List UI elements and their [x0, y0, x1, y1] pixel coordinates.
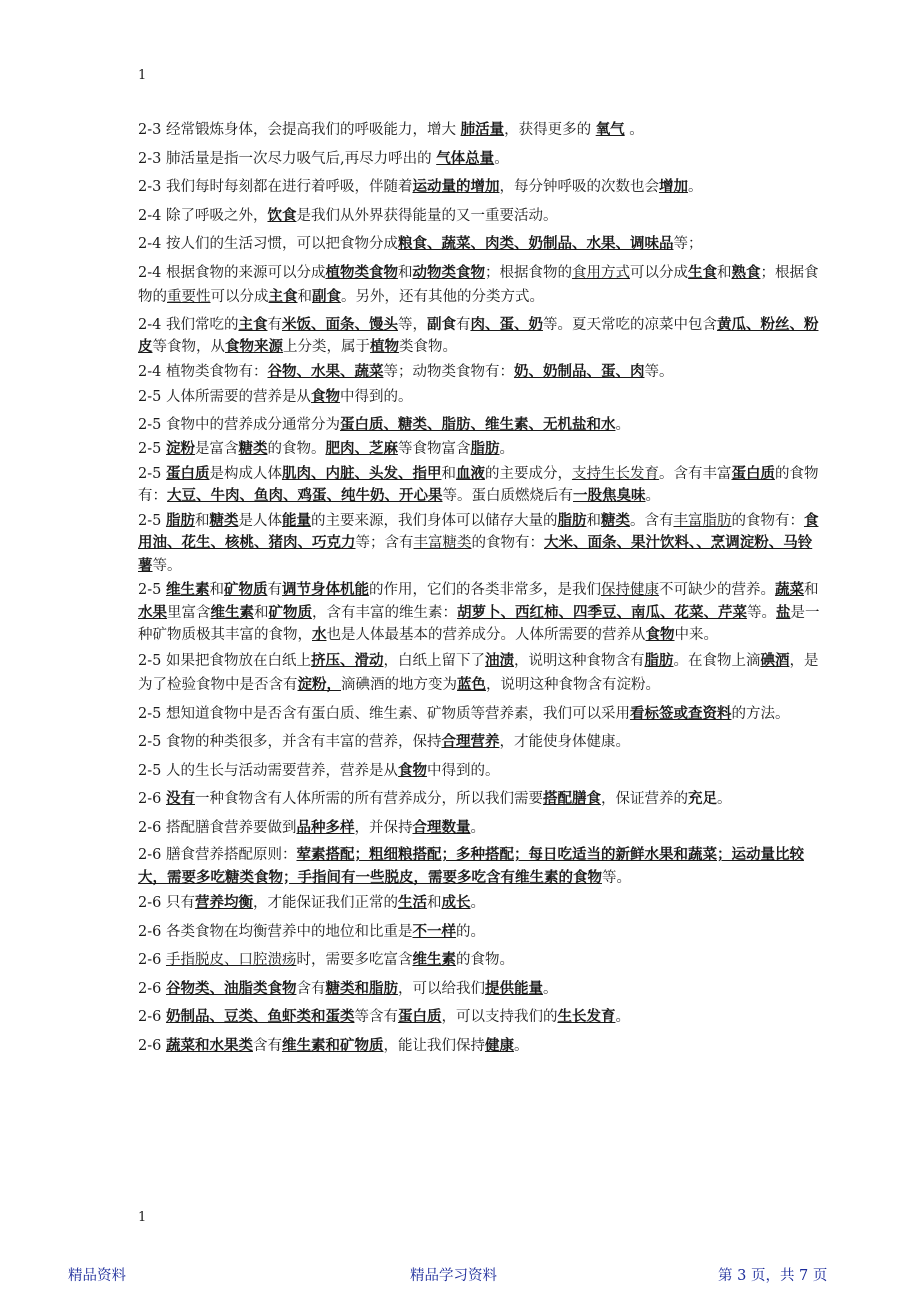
- key-term: 生活: [397, 894, 427, 911]
- key-term: 维生素和矿物质: [281, 1036, 384, 1054]
- key-term: 大豆、牛肉、鱼肉、鸡蛋、纯牛奶、开心果: [167, 487, 443, 504]
- note-paragraph: [138, 730, 824, 755]
- note-paragraph: [138, 147, 824, 172]
- key-term: 增加: [658, 178, 688, 195]
- note-paragraph: [138, 579, 824, 647]
- key-term: 副食: [426, 315, 456, 333]
- key-term: 品种多样: [296, 818, 355, 836]
- note-text: 类食物。: [399, 339, 457, 355]
- note-text: 中得到的。: [339, 389, 413, 405]
- note-text: 是我们从外界获得能量的又一重要活动。: [296, 207, 558, 224]
- note-text: 也是人体最基本的营养成分。人体所需要的营养从: [326, 627, 646, 643]
- key-term: 动物类食物: [412, 263, 485, 281]
- key-term: 成长: [441, 894, 471, 911]
- key-term: 支持生长发育: [571, 465, 659, 482]
- page-number-top: 1: [138, 68, 147, 83]
- note-paragraph: [138, 759, 824, 784]
- note-text: 等食物富含: [397, 441, 471, 457]
- note-text: 和: [441, 465, 456, 482]
- note-text: 等。夏天常吃的凉菜中包含: [542, 316, 717, 333]
- key-term: 脂肪: [644, 651, 674, 669]
- note-paragraph: [138, 977, 824, 1002]
- key-term: 淀粉: [165, 440, 195, 457]
- key-term: 手指脱皮、口腔溃疡: [165, 952, 297, 968]
- key-term: 营养均衡: [194, 894, 253, 911]
- note-text: 2-5 人体所需要的营养是从: [138, 389, 311, 405]
- key-term: 提供能量: [484, 979, 543, 997]
- note-text: 是一种矿物质极其丰富的食物，: [138, 604, 820, 643]
- key-term: 饮食: [267, 206, 297, 224]
- note-text: 2-6 只有: [138, 895, 195, 911]
- note-text: 。在食物上滴: [673, 652, 761, 669]
- note-text: 。: [615, 1009, 630, 1025]
- key-term: 副食: [312, 288, 341, 305]
- note-paragraph: [138, 649, 824, 698]
- note-text: ，白纸上留下了: [383, 652, 485, 669]
- key-term: 脂肪: [557, 511, 587, 529]
- key-term: 食物: [645, 626, 675, 643]
- key-term: 熟食: [731, 263, 761, 281]
- key-term: 食物来源: [225, 338, 283, 355]
- note-paragraph: [138, 438, 824, 461]
- key-term: 碘酒: [760, 651, 790, 669]
- key-term: 谷物、水果、蔬菜: [267, 362, 384, 380]
- key-term: 挤压、滑动: [310, 651, 384, 669]
- key-term: 荤素搭配；粗细粮搭配；多种搭配；每日吃适当的新鲜水果和蔬菜；运动量比较大，需要多吃糖类食物；手指间有一些脱皮，需要多吃含有维生素的食物: [138, 846, 804, 886]
- key-term: 水: [312, 626, 327, 643]
- key-term: 粮食、蔬菜、肉类、奶制品、水果、调味品: [397, 235, 674, 252]
- note-paragraph: [138, 816, 824, 841]
- note-text: 等。: [152, 557, 182, 574]
- note-text: 。: [716, 791, 732, 807]
- note-paragraph: [138, 361, 824, 384]
- note-text: 的。: [455, 923, 485, 940]
- note-text: 中来。: [674, 627, 718, 643]
- note-paragraph: [138, 261, 824, 310]
- note-paragraph: [138, 414, 824, 437]
- note-text: 2-6: [138, 791, 166, 807]
- key-term: 看标签或查资料: [629, 704, 732, 722]
- note-text: 2-4 按人们的生活习惯，可以把食物分成: [138, 236, 398, 252]
- key-term: 气体总量: [436, 149, 495, 167]
- footer-left-label: 精品资料: [68, 1268, 126, 1284]
- key-term: 谷物类、油脂类食物: [165, 979, 297, 997]
- note-text: 的食物。: [455, 952, 514, 968]
- note-text: ，说明这种食物含有: [513, 652, 645, 669]
- note-text: 有: [455, 316, 471, 333]
- key-term: 糖类: [600, 511, 630, 529]
- key-term: 搭配膳食: [542, 790, 601, 807]
- note-text: 。: [499, 441, 514, 457]
- note-text: 2-5: [138, 582, 166, 598]
- note-text: 2-6: [138, 952, 166, 968]
- note-text: 2-3 经常锻炼身体，会提高我们的呼吸能力，增大: [138, 122, 461, 138]
- note-text: ，可以给我们: [397, 980, 485, 997]
- note-text: 的食物有：: [731, 512, 804, 529]
- note-text: 和: [254, 604, 269, 621]
- key-term: 糖类: [238, 440, 268, 457]
- note-paragraph: [138, 844, 824, 889]
- note-text: 2-5 如果把食物放在白纸上: [138, 652, 311, 669]
- note-text: 和: [716, 264, 732, 281]
- note-text: 和: [803, 582, 819, 598]
- note-text: 可以分成: [629, 264, 688, 281]
- key-term: 生食: [687, 263, 717, 281]
- note-text: 上分类，属于: [283, 339, 370, 355]
- key-term: 蔬菜和水果类: [165, 1036, 253, 1054]
- note-text: 2-6 各类食物在均衡营养中的地位和比重是: [138, 923, 413, 940]
- note-text: 等；动物类食物有：: [383, 363, 514, 380]
- key-term: 主食: [268, 288, 298, 305]
- key-term: 糖类和脂肪: [325, 979, 398, 997]
- note-text: 有: [267, 582, 282, 598]
- note-text: 时，需要多吃富含: [296, 952, 413, 968]
- key-term: 主食: [238, 315, 268, 333]
- note-text: ，并保持: [354, 819, 413, 836]
- note-text: 。: [615, 416, 630, 433]
- key-term: 矿物质: [223, 581, 268, 598]
- key-term: 蛋白质: [165, 464, 210, 482]
- key-term: 胡萝卜、西红柿、四季豆、南瓜、花菜、芹菜: [457, 603, 747, 621]
- key-term: 维生素: [412, 951, 456, 968]
- key-term: 运动量的增加: [412, 178, 500, 195]
- note-paragraph: [138, 232, 824, 257]
- key-term: 维生素: [165, 581, 210, 598]
- note-text: 2-6 搭配膳食营养要做到: [138, 819, 297, 836]
- note-paragraph: [138, 948, 824, 973]
- key-term: 合理营养: [441, 733, 500, 750]
- note-text: ，含有丰富的维生素：: [312, 604, 457, 621]
- note-text: 2-5: [138, 512, 166, 529]
- key-term: 黄瓜、粉丝、粉皮: [138, 315, 819, 355]
- key-term: 保持健康: [600, 582, 659, 598]
- key-term: 没有: [165, 790, 195, 807]
- key-term: 食物: [310, 388, 340, 405]
- key-term: 米饭、面条、馒头: [281, 315, 398, 333]
- note-text: 等食物，从: [152, 339, 225, 355]
- note-paragraph: [138, 702, 824, 727]
- key-term: 能量: [281, 511, 311, 529]
- key-term: 食用油、花生、核桃、猪肉、巧克力: [138, 511, 819, 551]
- note-text: 滴碘酒的地方变为: [341, 677, 457, 693]
- note-text: 等；: [673, 236, 703, 252]
- key-term: 油渍: [484, 651, 514, 669]
- note-text: 中得到的。: [426, 762, 500, 779]
- note-paragraph: [138, 891, 824, 916]
- note-text: 2-5 食物的种类很多，并含有丰富的营养，保持: [138, 734, 442, 750]
- note-text: 2-5 想知道食物中是否含有蛋白质、维生素、矿物质等营养素，我们可以采用: [138, 705, 630, 722]
- note-text: ，能让我们保持: [383, 1037, 485, 1054]
- note-text: 2-5: [138, 465, 166, 482]
- note-text: 2-4 植物类食物有：: [138, 363, 268, 380]
- key-term: 淀粉，: [297, 676, 341, 693]
- note-text: 一种食物含有人体所需的所有营养成分，所以我们需要: [194, 791, 543, 807]
- note-paragraph: [138, 314, 824, 359]
- note-text: ，每分钟呼吸的次数也会: [499, 179, 659, 195]
- note-paragraph: [138, 1034, 824, 1059]
- note-text: 和: [397, 264, 413, 281]
- note-text: 和: [194, 512, 210, 529]
- key-term: 蛋白质、糖类、脂肪、维生素、无机盐和水: [339, 415, 616, 433]
- note-text: 和: [209, 582, 224, 598]
- note-text: 和: [586, 512, 601, 529]
- key-term: 水果: [138, 603, 167, 621]
- note-text: 2-6: [138, 1009, 166, 1025]
- note-text: 。: [645, 488, 660, 504]
- key-term: 奶制品、豆类、鱼虾类和蛋类: [165, 1008, 355, 1025]
- note-text: ，说明这种食物含有淀粉。: [486, 677, 660, 693]
- key-term: 重要性: [167, 289, 211, 305]
- footer-middle-label: 精品学习资料: [410, 1268, 497, 1284]
- note-text: 有: [267, 316, 282, 333]
- note-text: 和: [297, 289, 312, 305]
- key-term: 血液: [455, 464, 485, 482]
- note-paragraph: [138, 1005, 824, 1030]
- note-text: 等；含有: [355, 535, 414, 551]
- key-term: 脂肪: [470, 440, 500, 457]
- note-text: 等含有: [354, 1009, 398, 1025]
- note-text: 。含有丰富: [658, 465, 732, 482]
- key-term: 大米、面条、果汁饮料、、烹调淀粉、马铃薯: [138, 534, 813, 574]
- key-term: 肉、蛋、奶: [470, 315, 543, 333]
- page-number-bottom: 1: [138, 1210, 147, 1225]
- footer-page-info: 第 3 页，共 7 页: [718, 1268, 828, 1284]
- key-term: 脂肪: [165, 511, 195, 529]
- key-term: 肥肉、芝麻: [325, 440, 398, 457]
- note-text: 等。蛋白质燃烧后有: [442, 488, 573, 504]
- key-term: 蓝色: [457, 676, 486, 693]
- document-body: [138, 118, 824, 1062]
- note-text: 含有: [296, 980, 326, 997]
- note-text: ，才能使身体健康。: [499, 734, 630, 750]
- key-term: 蛋白质: [397, 1008, 442, 1025]
- key-term: 肌肉、内脏、头发、指甲: [281, 464, 442, 482]
- note-text: 等。: [602, 869, 631, 886]
- note-text: 2-4 我们常吃的: [138, 316, 239, 333]
- note-paragraph: [138, 118, 824, 143]
- note-text: ，是为了检验食物中是否含有: [138, 652, 819, 693]
- note-text: 2-4 根据食物的来源可以分成: [138, 264, 326, 281]
- note-text: 2-3 肺活量是指一次尽力吸气后,再尽力呼出的: [138, 150, 437, 167]
- note-text: ；根据食物的: [138, 264, 819, 305]
- key-term: 充足: [687, 790, 717, 807]
- key-term: 蛋白质: [731, 464, 775, 482]
- key-term: 丰富脂肪: [673, 512, 732, 529]
- note-text: 。: [542, 980, 558, 997]
- note-paragraph: [138, 463, 824, 508]
- note-text: 。含有: [629, 512, 674, 529]
- note-text: 等，: [397, 316, 427, 333]
- note-text: 。另外，还有其他的分类方式。: [341, 289, 544, 305]
- key-term: 一股焦臭味: [573, 487, 646, 504]
- note-text: 。: [470, 819, 485, 836]
- note-text: ；根据食物的: [484, 264, 572, 281]
- key-term: 食用方式: [571, 264, 630, 281]
- key-term: 氧气: [595, 121, 625, 138]
- key-term: 不一样: [412, 922, 456, 940]
- note-text: 2-4 除了呼吸之外，: [138, 207, 268, 224]
- note-text: 是构成人体: [209, 465, 282, 482]
- note-text: 是富含: [194, 441, 239, 457]
- note-text: 等。: [644, 363, 674, 380]
- note-text: 。: [494, 150, 509, 167]
- note-text: 。: [624, 122, 644, 138]
- note-paragraph: [138, 787, 824, 812]
- note-text: 的作用，它们的各类非常多，是我们: [368, 582, 601, 598]
- note-paragraph: [138, 385, 824, 410]
- note-text: 等。: [747, 604, 776, 621]
- key-term: 盐: [776, 603, 791, 621]
- note-text: 。: [513, 1037, 529, 1054]
- note-text: 2-3 我们每时每刻都在进行着呼吸，伴随着: [138, 179, 413, 195]
- note-text: 含有: [252, 1037, 282, 1054]
- key-term: 奶、奶制品、蛋、肉: [513, 362, 645, 380]
- note-text: 里富含: [167, 604, 211, 621]
- note-paragraph: [138, 175, 824, 200]
- note-text: 和: [426, 895, 442, 911]
- key-term: 糖类: [209, 511, 239, 529]
- key-term: 肺活量: [460, 121, 505, 138]
- key-term: 矿物质: [268, 603, 312, 621]
- key-term: 植物类食物: [325, 263, 398, 281]
- note-text: 2-6: [138, 1037, 166, 1054]
- note-text: 的主要成分，: [484, 465, 572, 482]
- note-text: 2-6: [138, 980, 166, 997]
- key-term: 调节身体机能: [281, 581, 369, 598]
- key-term: 维生素: [210, 603, 254, 621]
- key-term: 丰富糖类: [413, 535, 472, 551]
- note-text: 的食物。: [267, 441, 326, 457]
- note-text: 的方法。: [731, 705, 790, 722]
- note-text: ，获得更多的: [504, 122, 596, 138]
- note-text: ，才能保证我们正常的: [252, 895, 398, 911]
- note-text: ，保证营养的: [600, 791, 688, 807]
- note-text: 。: [687, 179, 703, 195]
- note-text: 可以分成: [210, 289, 269, 305]
- note-text: 。: [470, 895, 485, 911]
- note-text: 的主要来源，我们身体可以储存大量的: [310, 512, 558, 529]
- note-paragraph: [138, 204, 824, 229]
- note-paragraph: [138, 920, 824, 945]
- note-text: 是人体: [238, 512, 282, 529]
- note-text: 2-6 膳食营养搭配原则：: [138, 847, 297, 863]
- key-term: 蔬菜: [774, 581, 804, 598]
- note-text: 2-5 食物中的营养成分通常分为: [138, 416, 340, 433]
- note-text: 2-5 人的生长与活动需要营养，营养是从: [138, 762, 398, 779]
- note-text: 不可缺少的营养。: [658, 582, 775, 598]
- key-term: 合理数量: [412, 818, 471, 836]
- note-paragraph: [138, 510, 824, 578]
- note-text: 的食物有：: [138, 465, 819, 504]
- note-text: ，可以支持我们的: [441, 1009, 558, 1025]
- key-term: 健康: [484, 1036, 514, 1054]
- key-term: 食物: [397, 761, 427, 779]
- note-text: 2-5: [138, 441, 166, 457]
- key-term: 植物: [370, 338, 399, 355]
- key-term: 生长发育: [557, 1008, 616, 1025]
- note-text: 的食物有：: [471, 535, 544, 551]
